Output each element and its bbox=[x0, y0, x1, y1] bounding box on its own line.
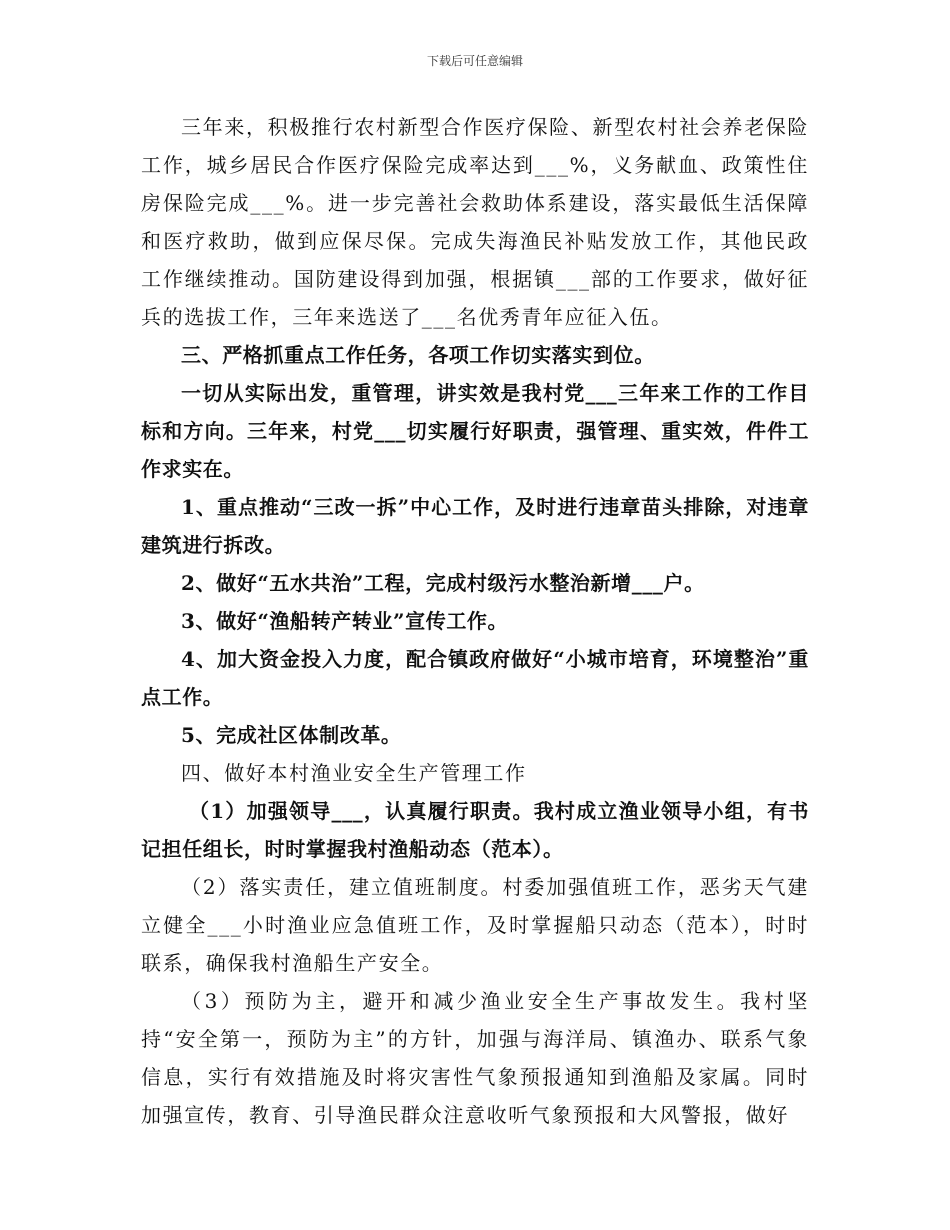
subitem-2: （2）落实责任，建立值班制度。村委加强值班工作，恶劣天气建立健全___小时渔业应急值班工作，及时掌握船只动态（范本），时时联系，确保我村渔船生产安全。 bbox=[141, 875, 809, 975]
list-item-5: 5、完成社区体制改革。 bbox=[181, 723, 402, 747]
list-item-4: 4、加大资金投入力度，配合镇政府做好“小城市培育，环境整治”重点工作。 bbox=[141, 647, 809, 709]
subitem-1: （1）加强领导___，认真履行职责。我村成立渔业领导小组，有书记担任组长，时时掌握我村渔船动态（范本）。 bbox=[141, 799, 809, 861]
list-item-2: 2、做好“五水共治”工程，完成村级污水整治新增___户。 bbox=[181, 571, 705, 595]
section-heading-4: 四、做好本村渔业安全生产管理工作 bbox=[181, 761, 527, 785]
page-header: 下载后可任意编辑 bbox=[426, 54, 523, 68]
subitem-3: （3）预防为主，避开和减少渔业安全生产事故发生。我村坚持“安全第一，预防为主”的方针，加强与海洋局、镇渔办、联系气象信息，实行有效措施及时将灾害性气象预报通知到渔船及家属。同时加强宣传，教育、引导渔民群众注意收听气象预报和大风警报，做好 bbox=[141, 989, 809, 1127]
list-item-1: 1、重点推动“三改一拆”中心工作，及时进行违章苗头排除，对违章建筑进行拆改。 bbox=[141, 495, 809, 557]
paragraph-insurance: 三年来，积极推行农村新型合作医疗保险、新型农村社会养老保险工作，城乡居民合作医疗保险完成率达到___%，义务献血、政策性住房保险完成___%。进一步完善社会救助体系建设，落实最低生活保障和医疗救助，做到应保尽保。完成失海渔民补贴发放工作，其他民政工作继续推动。国防建设得到加强，根据镇___部的工作要求，做好征兵的选拔工作，三年来选送了___名优秀青年应征入伍。 bbox=[141, 115, 809, 329]
section-heading-3: 三、严格抓重点工作任务，各项工作切实落实到位。 bbox=[181, 343, 655, 367]
document-body bbox=[141, 108, 809, 1134]
paragraph-management: 一切从实际出发，重管理，讲实效是我村党___三年来工作的工作目标和方向。三年来，村党___切实履行好职责，强管理、重实效，件件工作求实在。 bbox=[141, 381, 809, 481]
list-item-3: 3、做好“渔船转产转业”宣传工作。 bbox=[181, 609, 509, 633]
